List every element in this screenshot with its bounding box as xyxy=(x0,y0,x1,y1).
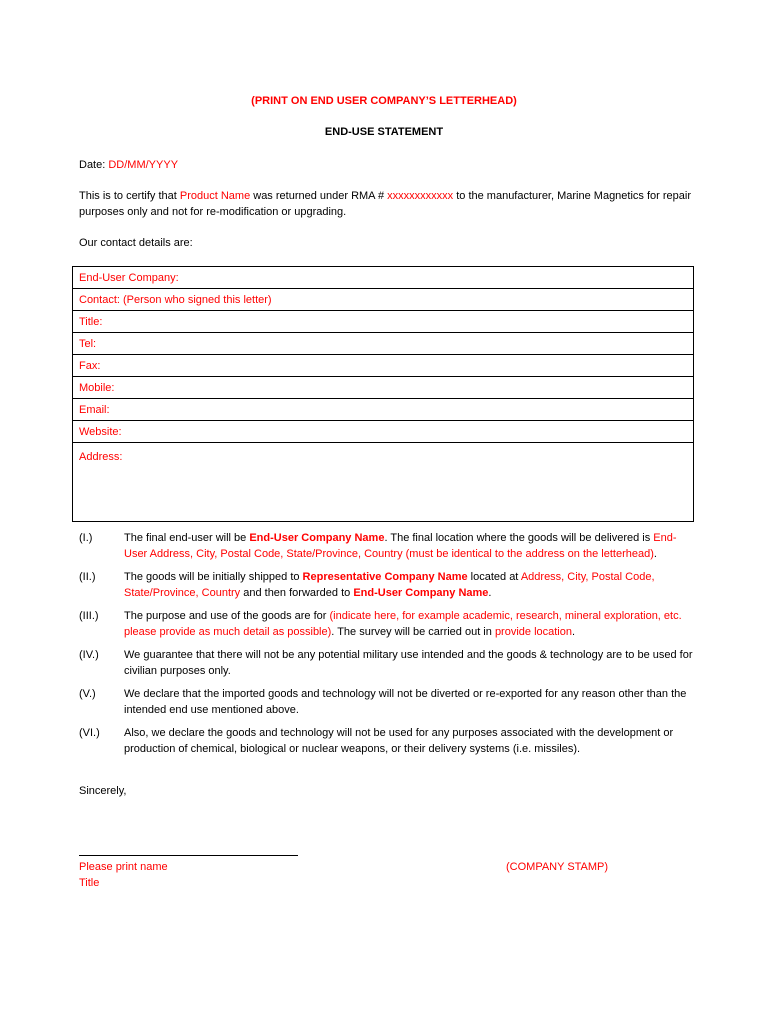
table-row xyxy=(73,399,694,421)
text: . xyxy=(572,626,576,638)
text: and then forwarded to xyxy=(240,587,354,599)
document-title: END-USE STATEMENT xyxy=(324,126,444,138)
list-item xyxy=(79,725,699,757)
purpose-placeholder: (indicate here, for example academic, research, mineral exploration, etc. please provide as much detail as possible) xyxy=(124,610,682,638)
text: The purpose and use of the goods are for xyxy=(124,610,330,622)
fax-field: Fax: xyxy=(73,355,694,377)
item-text xyxy=(124,530,699,562)
text: . xyxy=(488,587,492,599)
location-placeholder: provide location xyxy=(494,626,572,638)
mobile-field: Mobile: xyxy=(73,377,694,399)
certify-paragraph xyxy=(79,188,699,220)
text: located at xyxy=(467,571,521,583)
tel-field: Tel: xyxy=(73,333,694,355)
closing: Sincerely, xyxy=(79,785,127,797)
item-number: (IV.) xyxy=(79,649,99,661)
item-number: (II.) xyxy=(79,571,96,583)
date-line xyxy=(79,157,699,173)
table-row xyxy=(73,311,694,333)
item-text xyxy=(124,569,699,601)
item-number: (VI.) xyxy=(79,727,100,739)
email-field: Email: xyxy=(73,399,694,421)
table-row xyxy=(73,443,694,522)
company-stamp-placeholder: (COMPANY STAMP) xyxy=(506,861,609,873)
representative-company-placeholder: Representative Company Name xyxy=(302,571,468,583)
table-row xyxy=(73,333,694,355)
item-text: We declare that the imported goods and technology will not be diverted or re-exported for any reason other than the intended end use mentioned above. xyxy=(124,688,687,716)
letterhead-note: (PRINT ON END USER COMPANY’S LETTERHEAD) xyxy=(251,95,517,107)
contact-details-table xyxy=(72,266,694,522)
date-label: Date: xyxy=(79,159,109,171)
table-row xyxy=(73,289,694,311)
item-text xyxy=(124,608,699,640)
item-text: We guarantee that there will not be any potential military use intended and the goods & technology are to be used for civilian purposes only. xyxy=(124,649,693,677)
table-row xyxy=(73,355,694,377)
table-row xyxy=(73,421,694,443)
rma-placeholder: xxxxxxxxxxxx xyxy=(387,190,454,202)
end-user-company-placeholder: End-User Company Name xyxy=(353,587,489,599)
text: The goods will be initially shipped to xyxy=(124,571,303,583)
list-item xyxy=(79,530,699,562)
text: . xyxy=(653,548,657,560)
signer-title-placeholder: Title xyxy=(79,877,100,889)
end-user-address-placeholder: End-User Address, City, Postal Code, State/Province, Country (must be identical to the address on the letterhead) xyxy=(124,532,677,560)
text: . The final location where the goods will be delivered is xyxy=(384,532,654,544)
certify-text: to the manufacturer, Marine Magnetics for repair purposes only and not for re-modification or upgrading. xyxy=(79,190,691,218)
list-item xyxy=(79,686,699,718)
certify-text: This is to certify that xyxy=(79,190,180,202)
item-number: (I.) xyxy=(79,532,93,544)
certify-text: was returned under RMA # xyxy=(250,190,388,202)
company-field: End-User Company: xyxy=(73,267,694,289)
address-field: Address: xyxy=(73,443,694,522)
contact-intro: Our contact details are: xyxy=(79,237,193,249)
text: The final end-user will be xyxy=(124,532,250,544)
date-value: DD/MM/YYYY xyxy=(108,159,179,171)
table-row xyxy=(73,267,694,289)
table-row xyxy=(73,377,694,399)
title-field: Title: xyxy=(73,311,694,333)
list-item xyxy=(79,569,699,601)
item-number: (III.) xyxy=(79,610,99,622)
product-name-placeholder: Product Name xyxy=(179,190,251,202)
representative-address-placeholder: Address, City, Postal Code, State/Province, Country xyxy=(124,571,655,599)
item-text: Also, we declare the goods and technology will not be used for any purposes associated with the development or production of chemical, biological or nuclear weapons, or their delivery systems (i.e. missiles). xyxy=(124,727,674,755)
website-field: Website: xyxy=(73,421,694,443)
contact-field: Contact: (Person who signed this letter) xyxy=(73,289,694,311)
statement-list xyxy=(79,530,699,764)
list-item xyxy=(79,647,699,679)
end-user-company-placeholder: End-User Company Name xyxy=(249,532,385,544)
print-name-placeholder: Please print name xyxy=(79,861,168,873)
item-number: (V.) xyxy=(79,688,96,700)
signature-line xyxy=(79,855,298,856)
text: . The survey will be carried out in xyxy=(331,626,495,638)
list-item xyxy=(79,608,699,640)
